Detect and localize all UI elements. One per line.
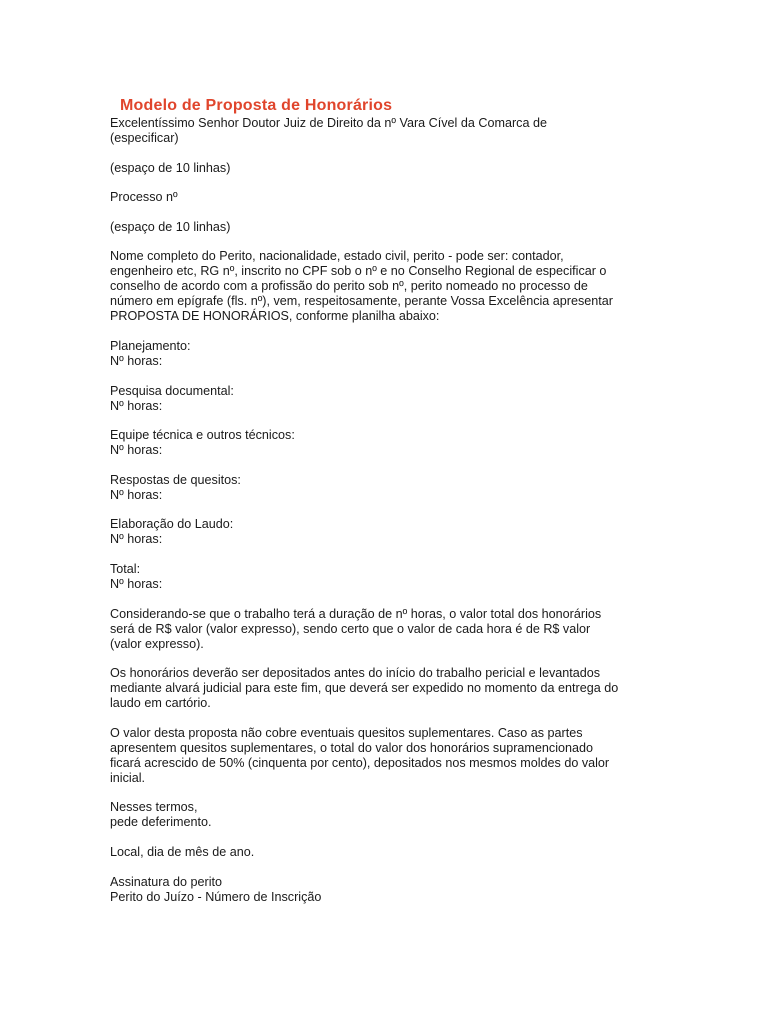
document-paragraph [110, 845, 670, 860]
document-paragraph [110, 875, 670, 905]
paragraph-line: inicial. [110, 770, 145, 785]
paragraph-line: laudo em cartório. [110, 696, 211, 711]
document-paragraph [110, 384, 670, 414]
paragraph-line: Nº horas: [110, 576, 163, 591]
paragraph-line: Nº horas: [110, 487, 163, 502]
document-paragraph [110, 473, 670, 503]
paragraph-line: Nome completo do Perito, nacionalidade, estado civil, perito - pode ser: contador, [110, 249, 564, 264]
document-paragraph [110, 161, 670, 176]
paragraph-line: Equipe técnica e outros técnicos: [110, 428, 295, 443]
document-paragraph [110, 800, 670, 830]
paragraph-line: ficará acrescido de 50% (cinquenta por cento), depositados nos mesmos moldes do valor [110, 755, 610, 770]
paragraph-line: Total: [110, 561, 141, 576]
paragraph-line: engenheiro etc, RG nº, inscrito no CPF sob o nº e no Conselho Regional de especificar o [110, 264, 607, 279]
paragraph-line: Assinatura do perito [110, 874, 223, 889]
paragraph-line: mediante alvará judicial para este fim, que deverá ser expedido no momento da entrega do [110, 681, 619, 696]
paragraph-line: pede deferimento. [110, 815, 212, 830]
paragraph-line: Considerando-se que o trabalho terá a duração de nº horas, o valor total dos honorários [110, 606, 602, 621]
paragraph-line: Excelentíssimo Senhor Doutor Juiz de Direito da nº Vara Cível da Comarca de [110, 116, 547, 130]
paragraph-line: Nº horas: [110, 532, 163, 547]
paragraph-line: O valor desta proposta não cobre eventuais quesitos suplementares. Caso as partes [110, 725, 583, 740]
paragraph-line: Respostas de quesitos: [110, 472, 241, 487]
paragraph-line: PROPOSTA DE HONORÁRIOS, conforme planilha abaixo: [110, 309, 440, 324]
paragraph-line: apresentem quesitos suplementares, o total do valor dos honorários supramencionado [110, 740, 594, 755]
document-paragraph [110, 339, 670, 369]
document-paragraph [110, 190, 670, 205]
paragraph-line: Elaboração do Laudo: [110, 517, 234, 532]
paragraph-line: Nº horas: [110, 443, 163, 458]
paragraph-line: Processo nº [110, 190, 178, 205]
paragraph-line: Pesquisa documental: [110, 383, 234, 398]
paragraph-line: (espaço de 10 linhas) [110, 160, 231, 175]
paragraph-line: (especificar) [110, 131, 179, 145]
document-paragraph [110, 116, 670, 146]
document-paragraph [110, 220, 670, 235]
paragraph-line: Nº horas: [110, 353, 163, 368]
document-body [110, 116, 670, 919]
paragraph-line: Os honorários deverão ser depositados antes do início do trabalho pericial e levantados [110, 666, 601, 681]
paragraph-line: conselho de acordo com a profissão do perito sob nº, perito nomeado no processo de [110, 279, 588, 294]
paragraph-line: será de R$ valor (valor expresso), sendo certo que o valor de cada hora é de R$ valor [110, 621, 591, 636]
paragraph-line: Local, dia de mês de ano. [110, 844, 255, 859]
paragraph-line: (valor expresso). [110, 636, 204, 651]
document-paragraph [110, 428, 670, 458]
paragraph-line: Nesses termos, [110, 800, 198, 815]
document-paragraph [110, 666, 670, 711]
document-paragraph [110, 249, 670, 324]
paragraph-line: Nº horas: [110, 398, 163, 413]
paragraph-line: Perito do Juízo - Número de Inscrição [110, 889, 322, 904]
document-paragraph [110, 607, 670, 652]
document-paragraph [110, 517, 670, 547]
paragraph-line: número em epígrafe (fls. nº), vem, respeitosamente, perante Vossa Excelência apresentar [110, 294, 614, 309]
paragraph-line: (espaço de 10 linhas) [110, 219, 231, 234]
document-paragraph [110, 726, 670, 786]
document-paragraph [110, 562, 670, 592]
paragraph-line: Planejamento: [110, 338, 191, 353]
document-title: Modelo de Proposta de Honorários [120, 97, 393, 114]
